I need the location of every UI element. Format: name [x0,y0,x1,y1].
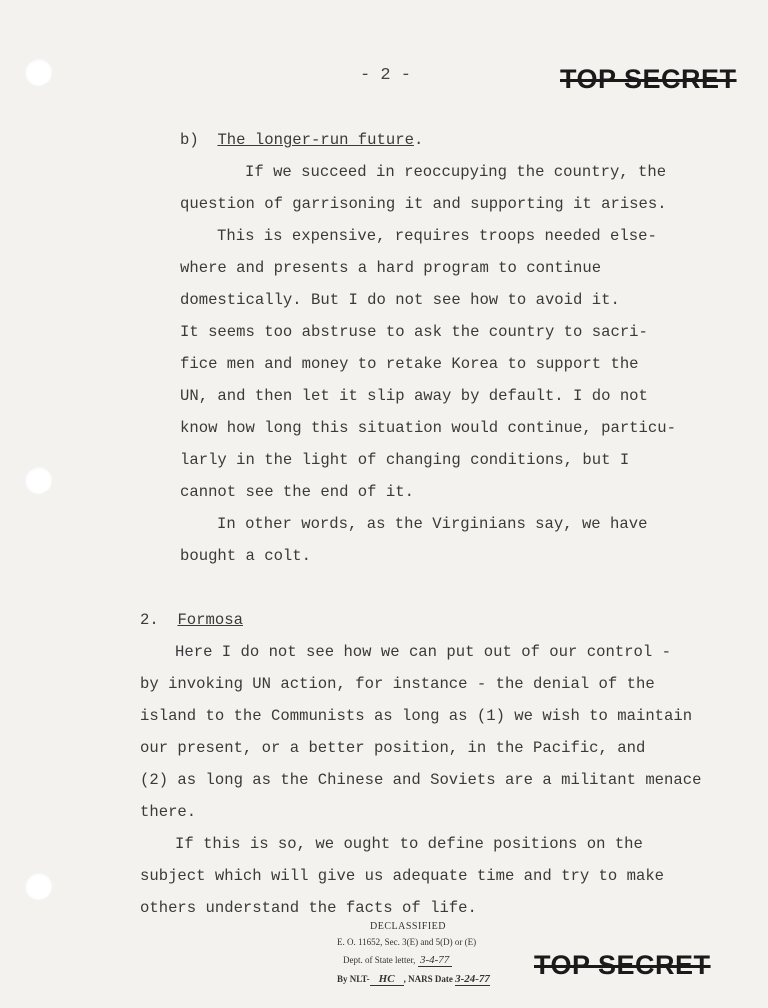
section-b-title-suffix: . [413,131,424,149]
paragraph-line: domestically. But I do not see how to avoid it. [180,291,620,309]
nars-date-label: , NARS Date [403,974,453,984]
paragraph-line: If we succeed in reoccupying the country, the [245,163,667,181]
paragraph-line: fice men and money to retake Korea to support the [180,355,639,373]
by-label: By NLT- [337,974,370,984]
section-b-heading [180,131,423,149]
section-b-label: b) [180,131,199,149]
page-number: - 2 - [360,66,412,85]
declassified-dept-line [343,954,452,967]
paragraph-line: by invoking UN action, for instance - the denial of the [140,675,655,693]
declassified-by-line [337,973,490,986]
section-2-heading [140,611,243,629]
punch-hole-middle [24,466,52,494]
declassified-title: DECLASSIFIED [370,921,447,932]
nars-date-value: 3-24-77 [455,973,490,985]
paragraph-line: where and presents a hard program to continue [180,259,602,277]
paragraph-line: Here I do not see how we can put out of our control - [175,643,671,661]
dept-letter-label: Dept. of State letter, [343,955,416,965]
paragraph-line: cannot see the end of it. [180,483,414,501]
paragraph-line: UN, and then let it slip away by default. I do not [180,387,648,405]
paragraph-line: question of garrisoning it and supporting it arises. [180,195,667,213]
section-b-title: The longer-run future [217,131,414,149]
punch-hole-bottom [24,872,52,900]
punch-hole-top [24,58,52,86]
paragraph-line: If this is so, we ought to define positions on the [175,835,643,853]
by-initials: HC [370,973,404,986]
section-2-title: Formosa [177,611,243,629]
section-2-label: 2. [140,611,159,629]
top-secret-stamp-footer: TOP SECRET [534,950,711,980]
paragraph-line: This is expensive, requires troops needed else- [217,227,657,245]
paragraph-line: bought a colt. [180,547,312,565]
dept-letter-date: 3-4-77 [418,954,452,967]
paragraph-line: there. [140,803,197,821]
paragraph-line: subject which will give us adequate time and try to make [140,867,665,885]
paragraph-line: (2) as long as the Chinese and Soviets are a militant menace [140,771,702,789]
top-secret-stamp-header: TOP SECRET [560,64,737,94]
paragraph-line: larly in the light of changing conditions, but I [180,451,630,469]
declassified-authority: E. O. 11652, Sec. 3(E) and 5(D) or (E) [337,937,477,947]
paragraph-line: our present, or a better position, in the Pacific, and [140,739,646,757]
paragraph-line: In other words, as the Virginians say, we have [217,515,648,533]
paragraph-line: know how long this situation would continue, particu- [180,419,676,437]
paragraph-line: others understand the facts of life. [140,899,477,917]
paragraph-line: island to the Communists as long as (1) we wish to maintain [140,707,693,725]
paragraph-line: It seems too abstruse to ask the country to sacri- [180,323,648,341]
